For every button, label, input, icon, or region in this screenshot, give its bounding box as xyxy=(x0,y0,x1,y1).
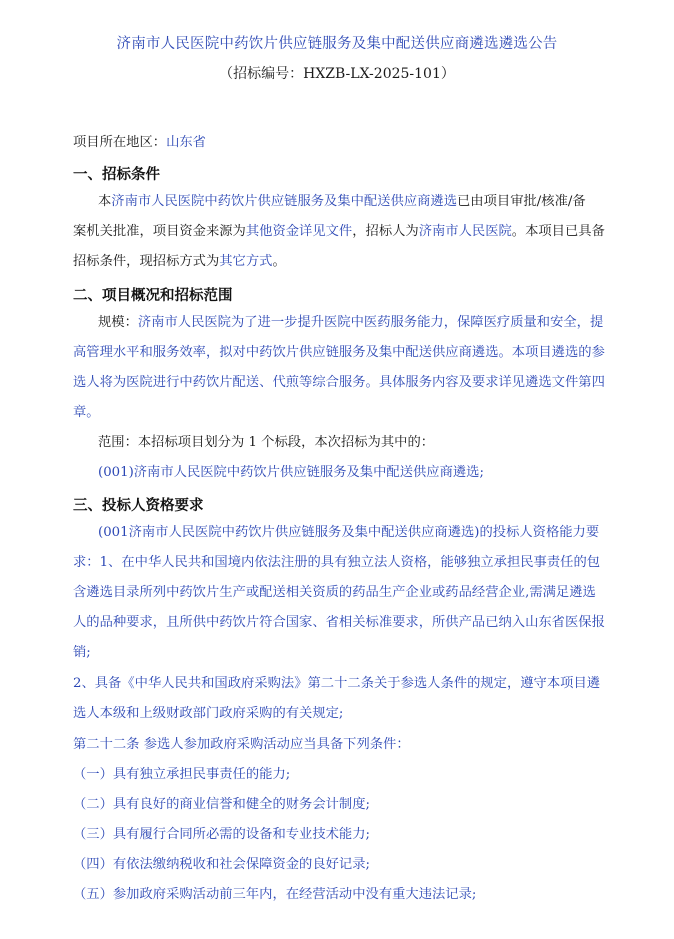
paragraph-line: 含遴选目录所列中药饮片生产或配送相关资质的药品生产企业或药品经营企业,需满足遴选 xyxy=(73,585,596,600)
fund-source: 其他资金详见文件 xyxy=(245,224,353,239)
text-span: ，招标人为 xyxy=(352,224,419,239)
paragraph-line: 章。 xyxy=(73,405,100,420)
list-item: （四）有依法缴纳税收和社会保障资金的良好记录; xyxy=(73,857,371,872)
paragraph-line xyxy=(98,315,603,331)
tenderer-name: 济南市人民医院 xyxy=(418,224,512,239)
text-span: 案机关批准，项目资金来源为 xyxy=(73,224,246,239)
section-heading-bidder-qualifications: 三、投标人资格要求 xyxy=(73,497,204,514)
list-item: （一）具有独立承担民事责任的能力; xyxy=(73,767,291,782)
text-span: 。 xyxy=(272,254,286,269)
paragraph-line: 销; xyxy=(73,645,91,660)
tender-method: 其它方式 xyxy=(219,254,273,269)
announcement-title: 济南市人民医院中药饮片供应链服务及集中配送供应商遴选遴选公告 xyxy=(116,36,558,52)
paragraph-line: 求：1、在中华人民共和国境内依法注册的具有独立法人资格，能够独立承担民事责任的包 xyxy=(73,555,601,570)
paragraph-line: 第二十二条 参选人参加政府采购活动应当具备下列条件： xyxy=(73,737,410,752)
paragraph-line xyxy=(73,254,286,270)
paragraph-line: 选人将为医院进行中药饮片配送、代煎等综合服务。具体服务内容及要求详见遴选文件第四 xyxy=(73,375,605,390)
paragraph-line: 选人本级和上级财政部门政府采购的有关规定; xyxy=(73,706,344,721)
paragraph-line: 高管理水平和服务效率，拟对中药饮片供应链服务及集中配送供应商遴选。本项目遴选的参 xyxy=(73,345,605,360)
scope-line: 范围：本招标项目划分为 1 个标段，本次招标为其中的： xyxy=(98,435,435,450)
text-span: 招标条件，现招标方式为 xyxy=(73,254,220,269)
section-heading-tender-conditions: 一、招标条件 xyxy=(73,166,160,183)
region-value: 山东省 xyxy=(166,135,206,150)
paragraph-line: (001济南市人民医院中药饮片供应链服务及集中配送供应商遴选)的投标人资格能力要 xyxy=(98,525,600,540)
paragraph-line: 人的品种要求，且所供中药饮片符合国家、省相关标准要求，所供产品已纳入山东省医保报 xyxy=(73,615,605,630)
lot-line: (001)济南市人民医院中药饮片供应链服务及集中配送供应商遴选; xyxy=(98,465,484,480)
list-item: （三）具有履行合同所必需的设备和专业技术能力; xyxy=(73,827,371,842)
text-span: 。本项目已具备 xyxy=(511,224,605,239)
tender-number: （招标编号：HXZB-LX-2025-101） xyxy=(219,66,455,82)
text-span: 已由项目审批/核准/备 xyxy=(457,194,586,209)
list-item: （二）具有良好的商业信誉和健全的财务会计制度; xyxy=(73,797,371,812)
paragraph-line: 2、具备《中华人民共和国政府采购法》第二十二条关于参选人条件的规定，遵守本项目遴 xyxy=(73,676,601,691)
scale-description: 济南市人民医院为了进一步提升医院中医药服务能力，保障医疗质量和安全，提 xyxy=(137,315,604,330)
section-heading-project-overview: 二、项目概况和招标范围 xyxy=(73,287,233,304)
paragraph-line xyxy=(98,194,586,210)
text-span: 本 xyxy=(98,194,112,209)
project-name-link: 济南市人民医院中药饮片供应链服务及集中配送供应商遴选 xyxy=(111,194,458,209)
region-label: 项目所在地区： xyxy=(73,135,167,150)
list-item: （五）参加政府采购活动前三年内，在经营活动中没有重大违法记录; xyxy=(73,887,477,902)
paragraph-line xyxy=(73,224,605,240)
project-region xyxy=(73,135,206,151)
text-span: 规模： xyxy=(98,315,138,330)
